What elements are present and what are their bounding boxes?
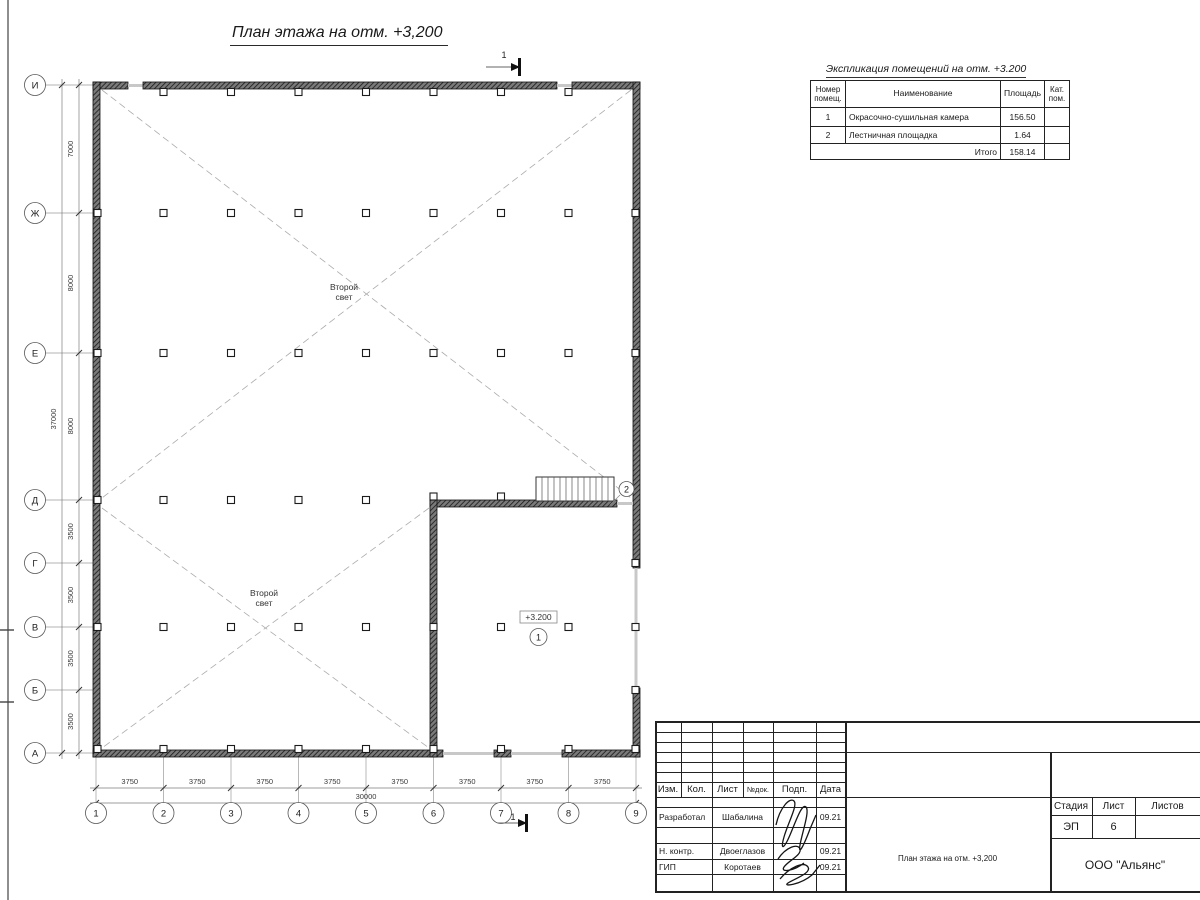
dim-total: 37000 xyxy=(49,408,58,430)
tb-role: Разработал xyxy=(659,812,706,822)
grid-axis-lines xyxy=(45,85,636,803)
axis-col-label: 7 xyxy=(498,808,504,820)
tb-col-list: Лист xyxy=(717,784,738,795)
axis-bubbles-rows xyxy=(25,75,46,764)
cell-cat xyxy=(1045,127,1070,144)
cell-area: 156.50 xyxy=(1001,108,1045,127)
tb-role: ГИП xyxy=(659,861,676,872)
header-num-l2: помещ. xyxy=(814,94,842,103)
tb-sheets-label: Листов xyxy=(1151,800,1184,812)
dim-value: 3750 xyxy=(458,777,476,786)
section-label: 1 xyxy=(501,50,507,60)
tb-stage-label: Стадия xyxy=(1053,800,1089,812)
cell-num: 2 xyxy=(811,127,846,144)
tb-col-podp: Подп. xyxy=(781,784,808,795)
total-cat xyxy=(1045,144,1070,160)
tb-company: ООО "Альянс" xyxy=(1084,857,1166,872)
dim-value: 3500 xyxy=(66,586,75,604)
table-row xyxy=(811,108,1070,127)
room-bubble-1 xyxy=(530,629,547,646)
section-mark-top xyxy=(486,50,521,76)
tb-col-kol: Кол. xyxy=(687,784,706,795)
stairs xyxy=(536,477,614,501)
tb-doc-title: План этажа на отм. +3,200 xyxy=(897,853,998,863)
room-number: 2 xyxy=(623,484,630,495)
signature-2 xyxy=(778,846,820,885)
total-label: Итого xyxy=(811,144,1001,160)
axis-row-label: И xyxy=(31,80,39,92)
dim-value: 3750 xyxy=(593,777,611,786)
header-name: Наименование xyxy=(846,81,1001,108)
dimension-ticks xyxy=(59,82,639,806)
room-number: 1 xyxy=(535,632,542,643)
dim-value: 3750 xyxy=(121,777,139,786)
void-text: свет xyxy=(335,292,353,302)
header-cat-l2: пом. xyxy=(1048,94,1066,103)
tb-col-data: Дата xyxy=(819,784,842,795)
dim-total: 30000 xyxy=(355,792,377,801)
cell-area: 1.64 xyxy=(1001,127,1045,144)
tb-name: Двоеглазов xyxy=(719,846,766,856)
signatures xyxy=(770,793,840,893)
void-cross-upper xyxy=(102,90,631,498)
axis-row-label: Ж xyxy=(30,208,40,220)
void-text: свет xyxy=(255,598,273,608)
total-value: 158.14 xyxy=(1001,144,1045,160)
axis-row-label: Д xyxy=(31,495,39,507)
header-num-l1: Номер xyxy=(815,84,841,94)
void-label-upper xyxy=(330,282,358,302)
dim-value: 3500 xyxy=(66,713,75,730)
cell-name: Окрасочно-сушильная камера xyxy=(846,108,1001,127)
table-row xyxy=(811,127,1070,144)
tb-role: Н. контр. xyxy=(659,846,695,856)
tb-sheet-value: 6 xyxy=(1110,820,1117,833)
section-label: 1 xyxy=(510,812,516,822)
header-area: Площадь xyxy=(1001,81,1045,108)
axis-col-label: 3 xyxy=(228,808,234,820)
tb-name: Шабалина xyxy=(721,812,764,822)
cell-cat xyxy=(1045,108,1070,127)
header-cat xyxy=(1045,81,1070,108)
table-header-row xyxy=(811,81,1070,108)
axis-row-label: А xyxy=(31,748,39,760)
axis-col-label: 5 xyxy=(363,808,369,820)
cell-name: Лестничная площадка xyxy=(846,127,1001,144)
page-title: План этажа на отм. +3,200 xyxy=(230,24,448,46)
walls xyxy=(93,82,640,757)
tb-col-izm: Изм. xyxy=(657,784,679,795)
explication-title-wrap xyxy=(806,59,1046,78)
tb-col-ndok: №док. xyxy=(747,785,769,794)
dim-value: 3750 xyxy=(526,777,544,786)
level-value: +3.200 xyxy=(525,612,552,622)
table-total-row xyxy=(811,144,1070,160)
tb-name: Коротаев xyxy=(724,861,761,872)
axis-row-label: В xyxy=(31,622,39,634)
dim-value: 3750 xyxy=(391,777,409,786)
void-cross-lower xyxy=(102,508,429,748)
tb-stage-value: ЭП xyxy=(1063,820,1079,833)
axis-col-label: 1 xyxy=(93,808,99,820)
axis-row-label: Г xyxy=(32,558,38,570)
axis-row-label: Б xyxy=(31,685,39,697)
void-text: Второй xyxy=(329,282,359,292)
explication-table xyxy=(810,80,1070,160)
dimension-lines xyxy=(62,79,642,803)
axis-col-label: 4 xyxy=(295,808,302,820)
header-num xyxy=(811,81,846,108)
void-label-lower xyxy=(250,588,278,608)
dim-value: 3750 xyxy=(256,777,274,786)
tb-date: 09.21 xyxy=(819,846,842,856)
dim-value: 3500 xyxy=(66,523,75,540)
tb-date: 09.21 xyxy=(819,861,842,872)
header-cat-l1: Кат. xyxy=(1050,84,1064,94)
dim-value: 8000 xyxy=(66,274,75,292)
dim-value: 3500 xyxy=(66,650,75,667)
sheet-frame xyxy=(0,0,14,900)
axis-row-label: Е xyxy=(31,348,39,360)
tb-date: 09.21 xyxy=(819,812,842,822)
axis-col-label: 2 xyxy=(160,808,167,820)
cell-num: 1 xyxy=(811,108,846,127)
axis-col-label: 9 xyxy=(633,808,639,820)
dim-value: 3750 xyxy=(188,777,206,786)
axis-col-label: 8 xyxy=(565,808,572,820)
level-mark xyxy=(520,611,557,623)
axis-col-label: 6 xyxy=(430,808,437,820)
tb-sheet-label: Лист xyxy=(1102,800,1125,812)
void-text: Второй xyxy=(249,588,279,598)
dim-value: 7000 xyxy=(66,140,75,158)
dim-value: 8000 xyxy=(66,417,75,435)
columns xyxy=(94,89,639,753)
signature-1 xyxy=(776,800,816,850)
dim-value: 3750 xyxy=(323,777,341,786)
axis-bubbles-cols xyxy=(86,803,647,824)
explication-title: Экспликация помещений на отм. +3.200 xyxy=(826,63,1026,78)
